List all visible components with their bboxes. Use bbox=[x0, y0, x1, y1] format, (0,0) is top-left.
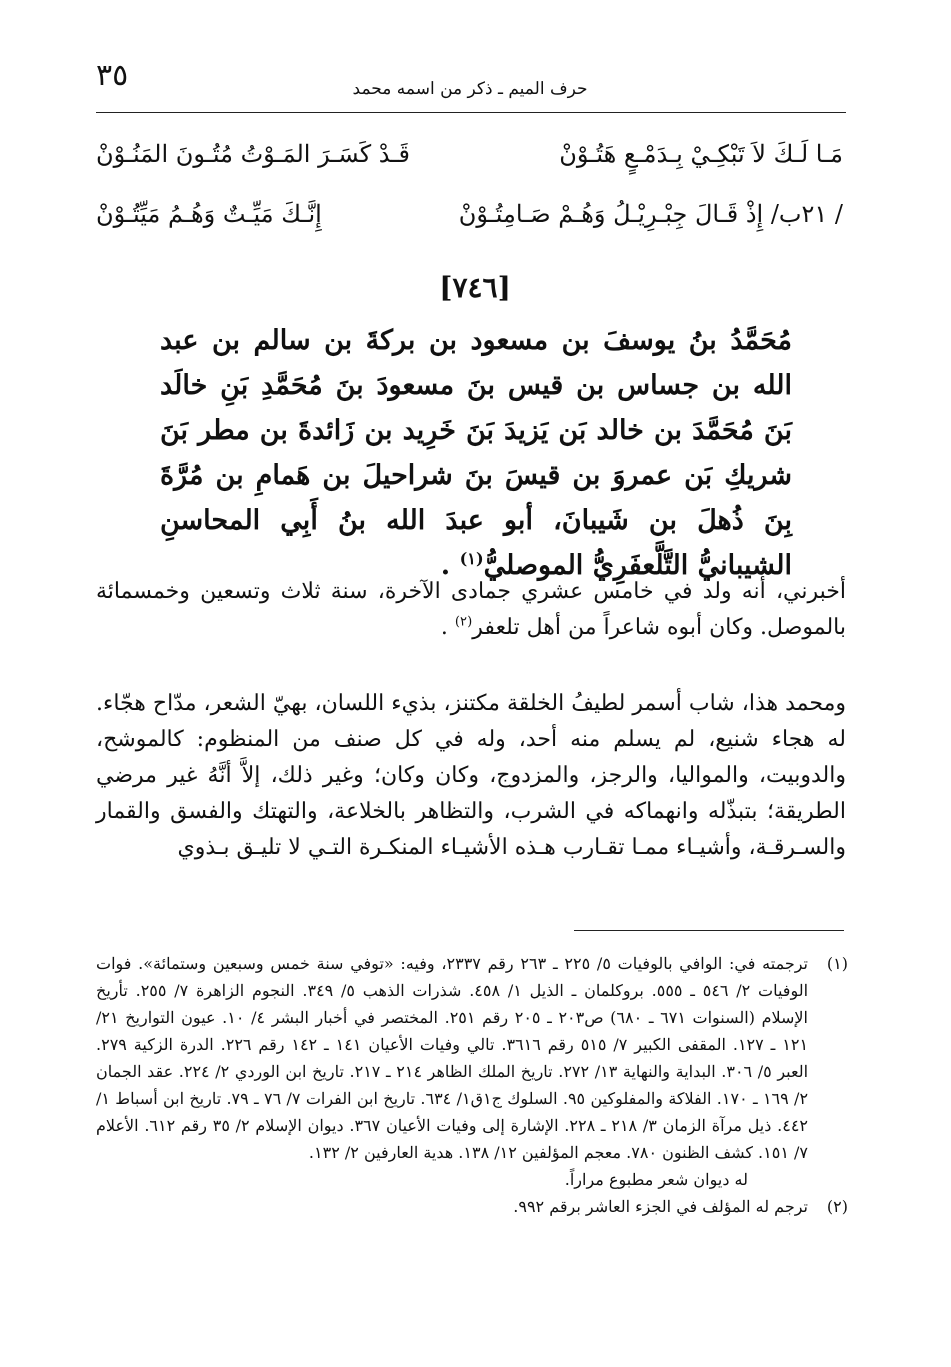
page-number: ٣٥ bbox=[96, 58, 129, 93]
footnote-1-extra bbox=[96, 1166, 848, 1193]
verse-2-first-hemistich: / ٢١ب/ إِذْ قَـالَ جِبْـرِيْـلُ وَهُـمْ صَـامِتُـوْنْ bbox=[458, 200, 843, 228]
footnote-extra-text: له ديوان شعر مطبوع مراراً. bbox=[564, 1170, 748, 1189]
footnote-number: (٢) bbox=[826, 1197, 848, 1216]
running-head: حرف الميم ـ ذكر من اسمه محمد bbox=[352, 79, 588, 99]
footnote-text: ترجمته في: الوافي بالوفيات ٥/ ٢٢٥ ـ ٢٦٣ رقم ٢٣٣٧، وفيه: «توفي سنة خمس وسبعين وستمائة». فوات الوفيات ٢/ ٥٤٦ ـ ٥٥٥. بروكلمان ـ الذيل ١/ ٤٥٨. شذرات الذهب ٥/ ٣٤٩. النجوم الزاهرة ٧/ ٢٥٥. تأريخ الإسلام (السنوات ٦٧١ ـ ٦٨٠) ص٢٠٣ ـ ٢٠٥ رقم ٢٥١. المختصر في أخبار البشر ٤/ ١٠. عيون التواريخ ٢١/ ١٢١ ـ ١٢٧. المقفى الكبير ٧/ ٥١٥ رقم ٣٦١٦. تالي وفيات الأعيان ١٤١ ـ ١٤٢ رقم ٢٢٦. الدرة الزكية ٢٧٩. العبر ٥/ ٣٠٦. البداية والنهاية ١٣/ ٢٧٢. تاريخ الملك الظاهر ٢١٤ ـ ٢١٧. تاريخ ابن الوردي ٢/ ٢٢٤. عقد الجمان ٢/ ١٦٩ ـ ١٧٠. الفلاكة والمفلوكين ٩٥. السلوك ج١ق١/ ٦٣٤. تاريخ ابن الفرات ٧/ ٧٦ ـ ٧٩. تاريخ ابن أسباط ١/ ٤٤٢. ذيل مرآة الزمان ٣/ ٢١٨ ـ ٢٢٨. الإشارة إلى وفيات الأعيان ٣٦٧. ديوان الإسلام ٢/ ٣٥ رقم ٦١٢. الأعلام ٧/ ١٥١. كشف الظنون ٧٨٠. معجم المؤلفين ١٢/ ١٣٨. هدية العارفين ٢/ ١٣٢. bbox=[96, 954, 809, 1162]
entry-number: [٧٤٦] bbox=[439, 271, 511, 304]
header-rule bbox=[96, 112, 846, 113]
biography-name: مُحَمَّدُ بنُ يوسفَ بن مسعود بن بركةَ بن سالم بن عبد الله بن جساس بن قيس بنَ مسعودَ بنَ مُحَمَّدِ بَنِ خالَد بَنَ مُحَمَّدَ بن خالد بَن يَزيدَ بَنَ خَرِيد بن زَائدةَ بن مطر بَنَ شريكِ بَن عمروَ بن قيسَ بنَ شراحيلَ بن هَمامِ بن مُرَّةَ بِنَ ذُهلَ بن شَيبانَ، أبو عبدَ الله بنُ أَبِي المحاسنِ الشيبانيُّ التَّلَّعفَرِيُّ الموصليُّ bbox=[160, 325, 792, 581]
paragraph-birth-text: أخبرني، أنه ولد في خامس عشري جمادى الآخرة، سنة ثلاث وتسعين وخمسمائة بالموصل. وكان أبوه شاعراً من أهل تلعفر bbox=[96, 579, 846, 640]
footnote-1 bbox=[96, 950, 848, 1166]
paragraph-birth: أخبرني، أنه ولد في خامس عشري جمادى الآخرة، سنة ثلاث وتسعين وخمسمائة بالموصل. وكان أبوه شاعراً من أهل تلعفر$^{(٢)}$ . bbox=[96, 579, 846, 640]
footnote-text: ترجم له المؤلف في الجزء العاشر برقم ٩٩٢. bbox=[513, 1197, 808, 1216]
verse-2-second-hemistich: إِنَّـكَ مَيِّـتٌ وَهُـمُ مَيِّتُـوْنْ bbox=[96, 200, 322, 228]
verse-1-second-hemistich: قَـدْ كَسَـرَ المَـوْتُ مُتُـونَ المَنُـوْنْ bbox=[96, 140, 410, 168]
footnote-rule bbox=[574, 930, 844, 931]
verse-1-first-hemistich: مَـا لَـكَ لاَ تَبْكِـيْ بِـدَمْـعٍ هَتُـوْنْ bbox=[559, 140, 843, 168]
biography-name-block: مُحَمَّدُ بنُ يوسفَ بن مسعود بن بركةَ بن سالم بن عبد الله بن جساس بن قيس بنَ مسعودَ بنَ مُحَمَّدِ بَنِ خالَد بَنَ مُحَمَّدَ بن خالد بَن يَزيدَ بَنَ خَرِيد بن زَائدةَ بن مطر بَنَ شريكِ بَن عمروَ بن قيسَ بنَ شراحيلَ بن هَمامِ بن مُرَّةَ بِنَ ذُهلَ بن شَيبانَ، أبو عبدَ الله بنُ أَبِي المحاسنِ الشيبانيُّ التَّلَّعفَرِيُّ الموصليُّ$^{(١)}$ . bbox=[160, 325, 792, 581]
footnote-ref-1: (١) bbox=[459, 549, 484, 568]
footnote-number: (١) bbox=[826, 954, 848, 973]
footnotes bbox=[96, 950, 848, 1220]
footnote-ref-2: (٢) bbox=[454, 614, 473, 630]
paragraph-description: ومحمد هذا، شاب أسمر لطيفُ الخلقة مكتنز، بذيء اللسان، بهيّ الشعر، مدّاح هجّاء. له هجاء شنيع، لم يسلم منه أحد، وله في كل صنف من المنظوم: كالموشح، والدوبيت، والمواليا، والرجز، والمزدوج، وكان وكان؛ وغير ذلك، إلاَّ أنَّهُ غير مرضي الطريقة؛ بتبذّله وانهماكه في الشرب، والتظاهر بالخلاعة، والتهتك والفسق والقمار والسـرقـة، وأشيـاء ممـا تقـارب هـذه الأشيـاء المنكـرة التـي لا تليـق بـذوي bbox=[96, 691, 846, 860]
footnote-2 bbox=[96, 1193, 848, 1220]
